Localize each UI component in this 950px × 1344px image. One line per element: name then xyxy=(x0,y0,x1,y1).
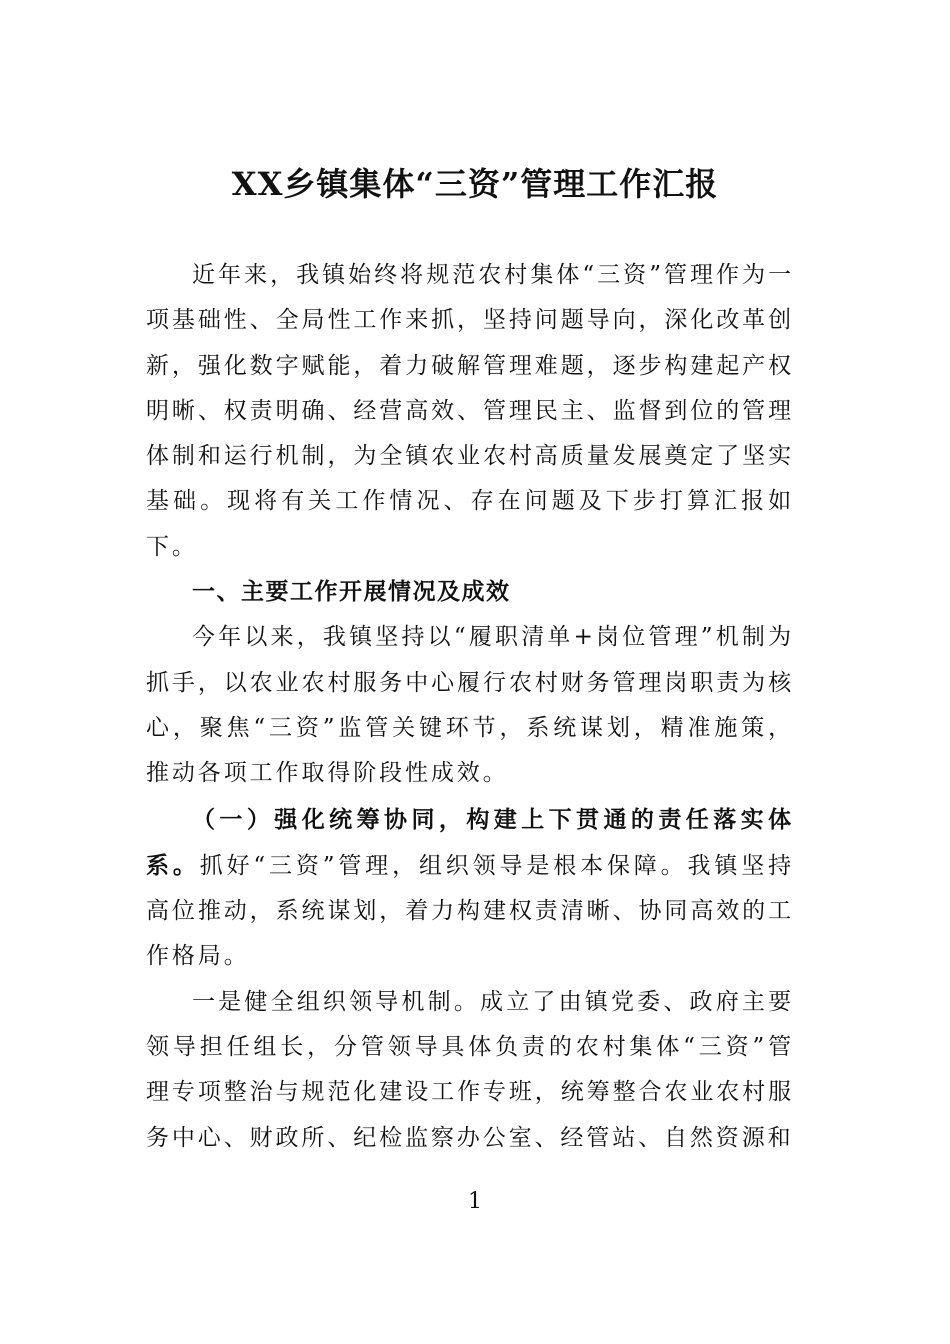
document-title: XX乡镇集体“三资”管理工作汇报 xyxy=(231,165,719,203)
point-1-paragraph: 一是健全组织领导机制。成立了由镇党委、政府主要领导担任组长，分管领导具体负责的农村集体“三资”管理专项整治与规范化建设工作专班，统筹整合农业农村服务中心、财政所、纪检监察办公室、经管站、自然资源和 xyxy=(146,988,794,1151)
page-number: 1 xyxy=(468,1189,482,1214)
subsection-1-heading: （一）强化统筹协同，构建上下贯通的责任落实体系。 xyxy=(146,805,794,879)
intro-paragraph: 近年来，我镇始终将规范农村集体“三资”管理作为一项基础性、全局性工作来抓，坚持问题导向，深化改革创新，强化数字赋能，着力破解管理难题，逐步构建起产权明晰、权责明确、经营高效、管理民主、监督到位的管理体制和运行机制，为全镇农业农村高质量发展奠定了坚实基础。现将有关工作情况、存在问题及下步打算汇报如下。 xyxy=(146,262,794,560)
subsection-1-paragraph xyxy=(146,797,794,980)
section-1-paragraph: 今年以来，我镇坚持以“履职清单+岗位管理”机制为抓手，以农业农村服务中心履行农村财务管理岗职责为核心，聚焦“三资”监管关键环节，系统谋划，精准施策，推动各项工作取得阶段性成效。 xyxy=(146,624,794,787)
section-1-heading: 一、主要工作开展情况及成效 xyxy=(192,579,511,606)
subsection-1-body: 抓好“三资”管理，组织领导是根本保障。我镇坚持高位推动，系统谋划，着力构建权责清晰、协同高效的工作格局。 xyxy=(146,852,794,970)
document-body xyxy=(146,253,794,1161)
